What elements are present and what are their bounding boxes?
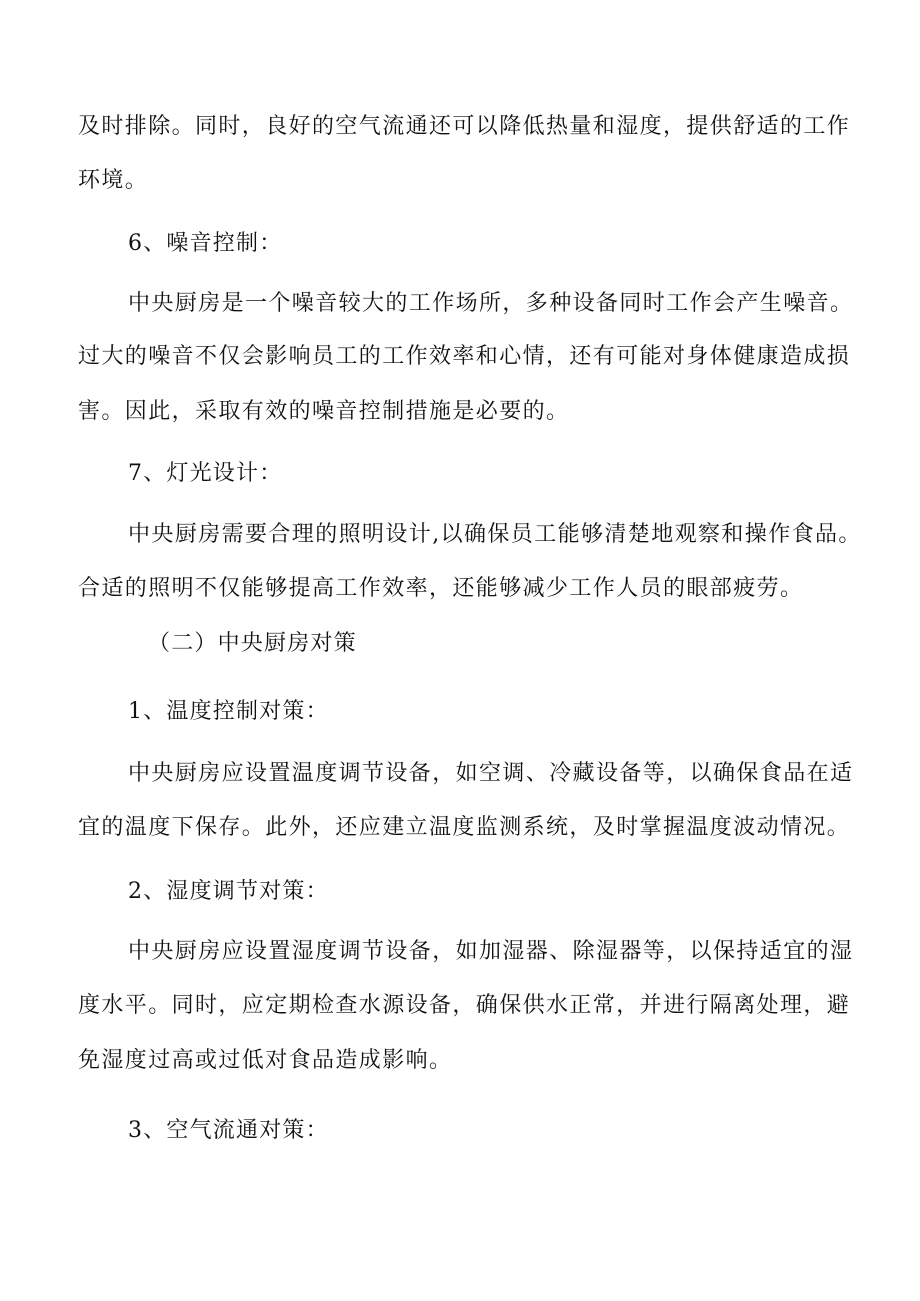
paragraph-line: 宜的温度下保存。此外，还应建立温度监测系统，及时掌握温度波动情况。: [78, 815, 851, 840]
section-heading-air-circulation: 3、空气流通对策：: [128, 1118, 329, 1143]
paragraph-line: 中央厨房需要合理的照明设计,以确保员工能够清楚地观察和操作食品。: [128, 522, 862, 547]
section-heading-temperature-control: 1、温度控制对策：: [128, 699, 329, 724]
paragraph-line: 免湿度过高或过低对食品造成影响。: [78, 1048, 453, 1073]
paragraph-line: 害。因此，采取有效的噪音控制措施是必要的。: [78, 399, 570, 424]
paragraph-line: 中央厨房应设置温度调节设备，如空调、冷藏设备等，以确保食品在适: [128, 761, 854, 786]
paragraph-line: 合适的照明不仅能够提高工作效率，还能够减少工作人员的眼部疲劳。: [78, 576, 804, 601]
paragraph-line: 过大的噪音不仅会影响员工的工作效率和心情，还有可能对身体健康造成损: [78, 344, 851, 369]
section-title-countermeasures: （二）中央厨房对策: [148, 631, 357, 656]
paragraph-line: 及时排除。同时，良好的空气流通还可以降低热量和湿度，提供舒适的工作: [78, 114, 851, 139]
section-heading-lighting-design: 7、灯光设计：: [128, 461, 283, 486]
paragraph-line: 环境。: [78, 168, 149, 193]
section-heading-humidity-control: 2、湿度调节对策：: [128, 879, 329, 904]
paragraph-line: 度水平。同时，应定期检查水源设备，确保供水正常，并进行隔离处理，避: [78, 993, 851, 1018]
section-heading-noise-control: 6、噪音控制：: [128, 231, 283, 256]
paragraph-line: 中央厨房应设置湿度调节设备，如加湿器、除湿器等，以保持适宜的湿: [128, 939, 854, 964]
paragraph-line: 中央厨房是一个噪音较大的工作场所，多种设备同时工作会产生噪音。: [128, 291, 854, 316]
